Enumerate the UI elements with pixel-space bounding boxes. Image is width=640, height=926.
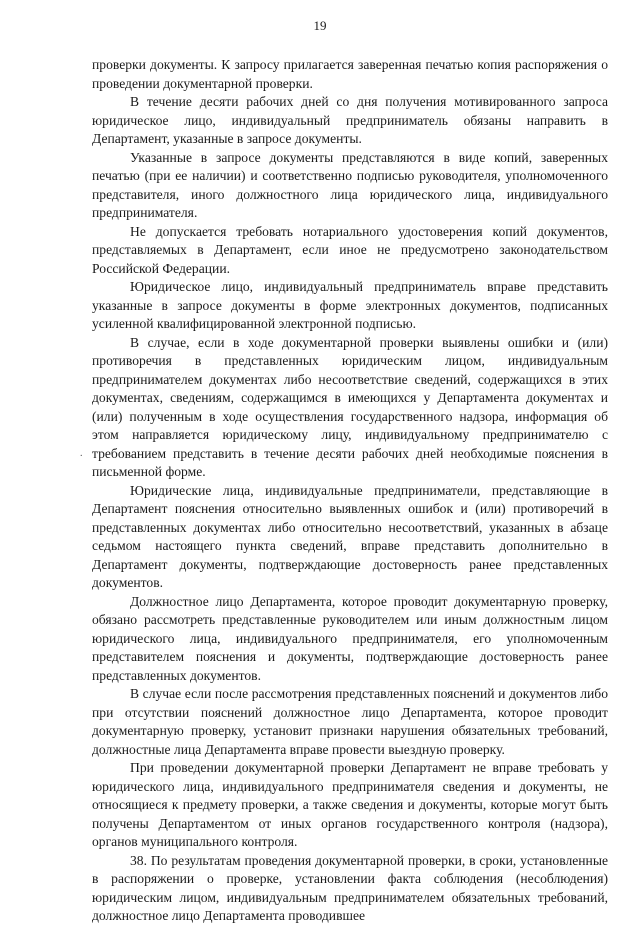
paragraph-onsite-inspection: В случае если после рассмотрения представленных пояснений и документов либо при отсутствии пояснений должностное лицо Департамента, которое проводит документарную проверку, установит признаки нарушения обязательных требований, должностные лица Департамента вправе провести выездную проверку. [92,686,608,757]
paragraph-explanations: Юридические лица, индивидуальные предприниматели, представляющие в Департамент пояснения относительно выявленных ошибок и (или) противоречий в представленных документах либо относительно несоответствий, указанных в абзаце седьмом настоящего пункта сведений, вправе представить дополнительно в Департамент документы, подтверждающие достоверность ранее представленных документов. [92,482,608,590]
paragraph-prohibited-requests: При проведении документарной проверки Департамент не вправе требовать у юридического лица, индивидуального предпринимателя сведения и документы, не относящиеся к предмету проверки, а также сведения и документы, которые могут быть получены Департаментом от иных органов государственного контроля (надзора), органов муниципального контроля. [92,760,608,849]
paragraph-submission-deadline: В течение десяти рабочих дней со дня получения мотивированного запроса юридическое лицо, индивидуальный предприниматель обязаны направить в Департамент, указанные в запросе документы. [92,94,608,146]
paragraph-section-38: 38. По результатам проведения документарной проверки, в сроки, установленные в распоряжении о проверке, установлении факта соблюдения (несоблюдения) юридическим лицом, индивидуальным предпринимателем обязательных требований, должностное лицо Департамента проводившее [92,852,608,923]
page-number: 19 [313,18,327,33]
paragraph-electronic-documents: Юридическое лицо, индивидуальный предприниматель вправе представить указанные в запросе документы в форме электронных документов, подписанных усиленной квалифицированной электронной подписью. [92,279,608,331]
margin-mark: . [80,448,83,459]
paragraph-notarization: Не допускается требовать нотариального удостоверения копий документов, представляемых в Департамент, если иное не предусмотрено законодательством Российской Федерации. [92,223,608,276]
paragraph-continuation: проверки документы. К запросу прилагается заверенная печатью копия распоряжения о проведении документарной проверки. [92,57,608,91]
paragraph-document-copies: Указанные в запросе документы представляются в виде копий, заверенных печатью (при ее наличии) и соответственно подписью руководителя, уполномоченного представителя, иного должностного лица юридического лица, индивидуального предпринимателя. [92,149,608,220]
document-body [92,56,608,926]
paragraph-official-review: Должностное лицо Департамента, которое проводит документарную проверку, обязано рассмотреть представленные руководителем или иным должностным лицом юридического лица, индивидуального предпринимателя, его уполномоченным представителем пояснения и документы, подтверждающие достоверность ранее представленных документов. [92,593,608,683]
paragraph-errors-found: В случае, если в ходе документарной проверки выявлены ошибки и (или) противоречия в представленных юридическим лицом, индивидуальным предпринимателем документах либо несоответствие сведений, содержащихся в этих документах, сведениям, содержащимся в имеющихся у Департамента документах и (или) полученным в ходе осуществления государственного надзора, информация об этом направляется юридическому лицу, индивидуальному предпринимателю с требованием представить в течение десяти рабочих дней необходимые пояснения в письменной форме. [92,334,608,479]
